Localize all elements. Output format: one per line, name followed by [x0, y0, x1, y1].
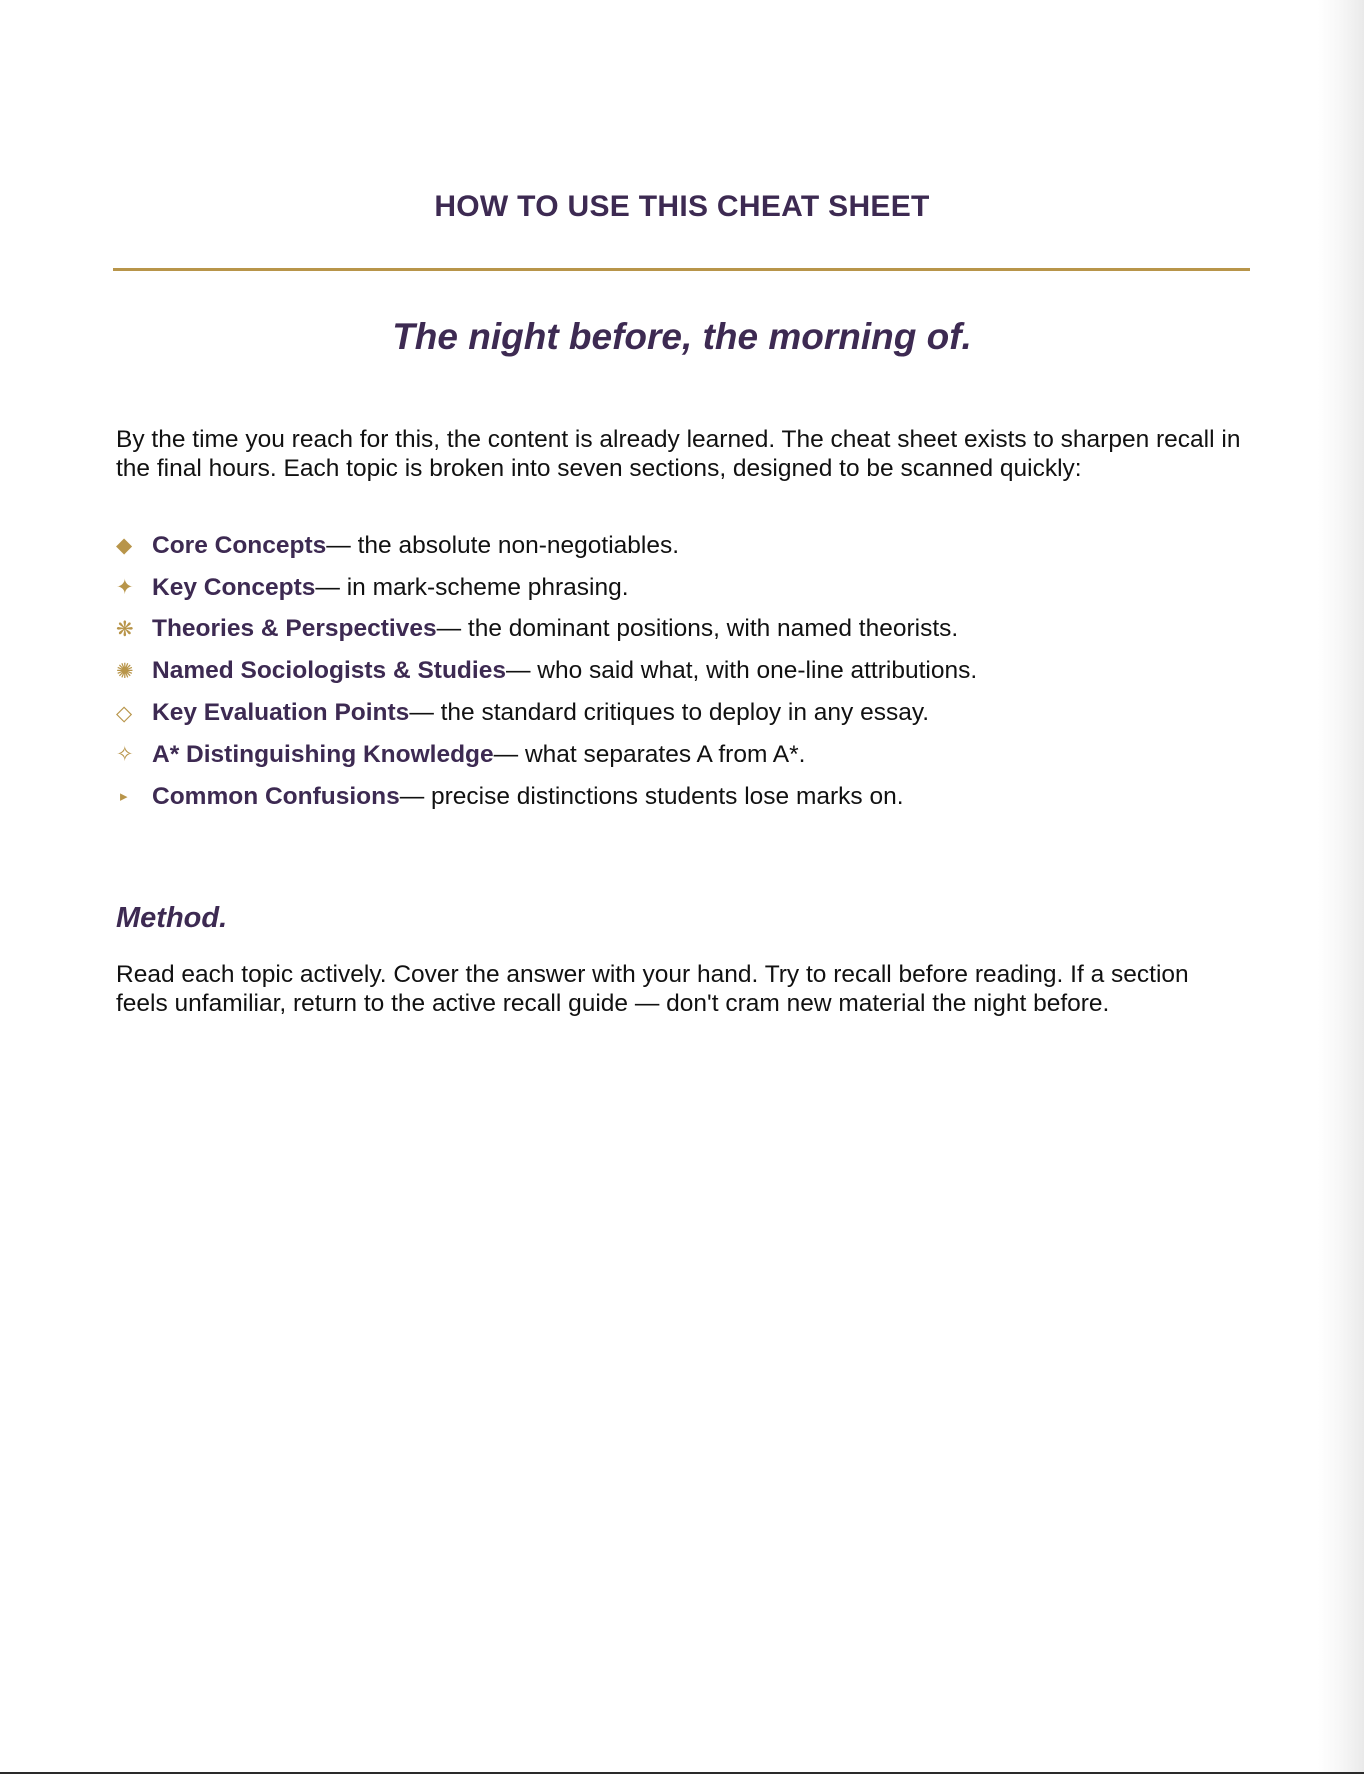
- list-item-description: — precise distinctions students lose marks on.: [399, 782, 904, 810]
- sections-list: [116, 525, 1246, 818]
- diamond-filled-icon: ◆: [116, 534, 133, 558]
- asterisk-flower-icon: ❋: [116, 617, 134, 641]
- list-item-description: — who said what, with one-line attributions.: [505, 657, 978, 685]
- list-item-description: — what separates A from A*.: [493, 740, 806, 768]
- list-item-description: — in mark-scheme phrasing.: [315, 573, 629, 601]
- list-item-description: — the dominant positions, with named theorists.: [436, 615, 959, 643]
- list-item-core-concepts: [116, 525, 1246, 567]
- list-item-common-confusions: [116, 776, 1246, 818]
- list-item-name: Key Evaluation Points: [152, 699, 410, 727]
- list-item-description: — the absolute non-negotiables.: [326, 531, 680, 559]
- list-item-description: — the standard critiques to deploy in any essay.: [409, 699, 930, 727]
- method-paragraph: Read each topic actively. Cover the answer with your hand. Try to recall before reading. If a section feels unfamiliar, return to the active recall guide — don't cram new material the night before.: [116, 961, 1189, 1017]
- intro-paragraph: By the time you reach for this, the content is already learned. The cheat sheet exists to sharpen recall in the final hours. Each topic is broken into seven sections, designed to be scanned quickly:: [116, 426, 1241, 482]
- list-item-theories-perspectives: [116, 609, 1246, 651]
- page-subtitle: The night before, the morning of.: [392, 316, 972, 357]
- list-item-name: Core Concepts: [152, 531, 327, 559]
- list-item-name: A* Distinguishing Knowledge: [152, 740, 494, 768]
- title-divider-rule: [113, 268, 1250, 271]
- list-item-key-evaluation-points: [116, 692, 1246, 734]
- diamond-outline-icon: ◇: [116, 701, 133, 725]
- list-item-name: Named Sociologists & Studies: [152, 657, 506, 685]
- list-item-named-sociologists: [116, 650, 1246, 692]
- list-item-name: Common Confusions: [152, 782, 400, 810]
- list-item-name: Key Concepts: [152, 573, 316, 601]
- page-title: HOW TO USE THIS CHEAT SHEET: [434, 190, 930, 223]
- four-point-star-icon: ✦: [116, 576, 134, 600]
- four-point-star-outline-icon: ✧: [116, 743, 134, 767]
- triangle-right-icon: ▸: [120, 788, 128, 806]
- list-item-key-concepts: [116, 567, 1246, 609]
- list-item-a-star-knowledge: [116, 734, 1246, 776]
- method-heading: Method.: [116, 902, 228, 934]
- list-item-name: Theories & Perspectives: [152, 615, 437, 643]
- sunburst-icon: ✺: [116, 659, 134, 683]
